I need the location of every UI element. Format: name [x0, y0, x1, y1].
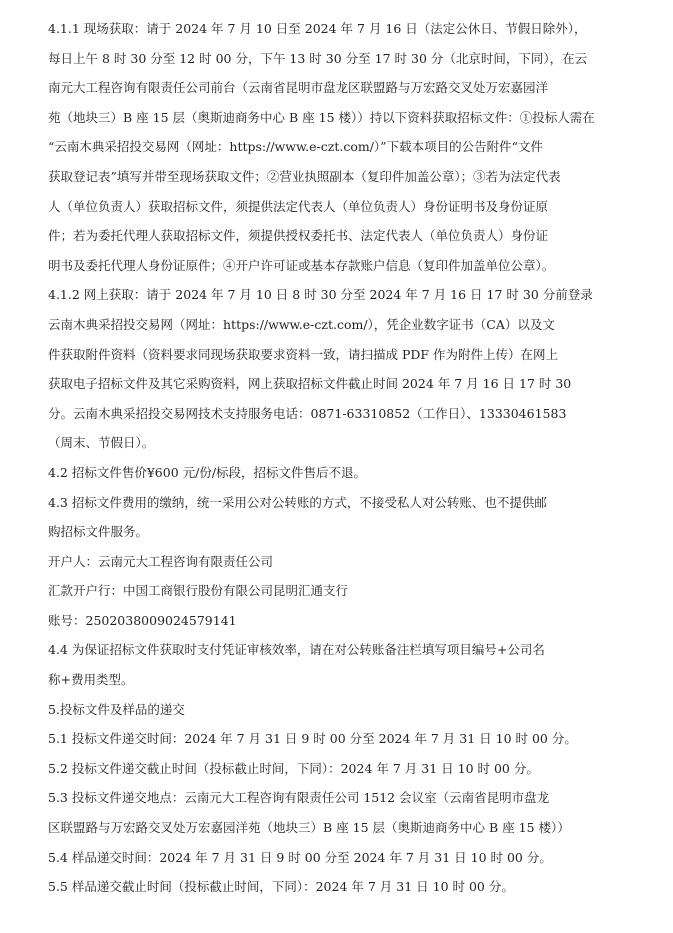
text-line: 区联盟路与万宏路交叉处万宏嘉园洋苑（地块三）B 座 15 层（奥斯迪商务中心 B 座 15 楼）） [48, 820, 570, 836]
text-line: 4.3 招标文件费用的缴纳，统一采用公对公转账的方式，不接受私人对公转账、也不提供邮 [48, 494, 547, 510]
text-line: 5.5 样品递交截止时间（投标截止时间，下同）：2024 年 7 月 31 日 10 时 00 分。 [48, 879, 514, 895]
paragraph-5-1 [48, 724, 613, 754]
text-line: “云南木典采招投交易网（网址：https://www.e-czt.com/）”下载本项目的公告附件“文件 [48, 139, 543, 155]
text-line: 称+费用类型。 [48, 672, 134, 688]
text-line: 件获取附件资料（资料要求同现场获取要求资料一致，请扫描成 PDF 作为附件上传）在网上 [48, 346, 559, 362]
paragraph-4-1-1 [48, 14, 613, 280]
paragraph-4-2 [48, 458, 613, 488]
account-holder [48, 547, 613, 577]
paragraph-5-2 [48, 754, 613, 784]
account-number [48, 606, 613, 636]
text-line: 5.2 投标文件递交截止时间（投标截止时间，下同）：2024 年 7 月 31 日 10 时 00 分。 [48, 760, 539, 776]
text-line: 账号：2502038009024579141 [48, 612, 237, 628]
text-line: 4.2 招标文件售价¥600 元/份/标段，招标文件售后不退。 [48, 464, 367, 480]
paragraph-5-3 [48, 783, 613, 842]
paragraph-5-5 [48, 872, 613, 902]
text-line: 获取电子招标文件及其它采购资料，网上获取招标文件截止时间 2024 年 7 月 16 日 17 时 30 [48, 376, 572, 392]
text-line: 开户人：云南元大工程咨询有限责任公司 [48, 553, 274, 569]
text-line: 5.3 投标文件递交地点：云南元大工程咨询有限责任公司 1512 会议室（云南省昆明市盘龙 [48, 790, 550, 806]
document-body [48, 14, 613, 902]
text-line: 每日上午 8 时 30 分至 12 时 00 分，下午 13 时 30 分至 17 时 30 分（北京时间，下同），在云 [48, 50, 588, 66]
text-line: 南元大工程咨询有限责任公司前台（云南省昆明市盘龙区联盟路与万宏路交叉处万宏嘉园洋 [48, 80, 549, 96]
text-line: 分。云南木典采招投交易网技术支持服务电话：0871-63310852（工作日）、13330461583 [48, 405, 567, 421]
paragraph-4-1-2 [48, 280, 613, 458]
text-line: 明书及委托代理人身份证原件；④开户许可证或基本存款账户信息（复印件加盖单位公章）。 [48, 257, 555, 273]
text-line: 5.1 投标文件递交时间：2024 年 7 月 31 日 9 时 00 分至 2024 年 7 月 31 日 10 时 00 分。 [48, 731, 577, 747]
text-line: （周末、节假日）。 [48, 435, 155, 451]
text-line: 云南木典采招投交易网（网址：https://www.e-czt.com/），凭企业数字证书（CA）以及文 [48, 316, 555, 332]
section-heading-5 [48, 695, 613, 725]
account-bank [48, 576, 613, 606]
paragraph-5-4 [48, 843, 613, 873]
text-line: 件；若为委托代理人获取招标文件，须提供授权委托书、法定代表人（单位负责人）身份证 [48, 228, 549, 244]
paragraph-4-3 [48, 488, 613, 547]
text-line: 5.4 样品递交时间：2024 年 7 月 31 日 9 时 00 分至 2024 年 7 月 31 日 10 时 00 分。 [48, 849, 552, 865]
text-line: 汇款开户行：中国工商银行股份有限公司昆明汇通支行 [48, 583, 349, 599]
text-line: 苑（地块三）B 座 15 层（奥斯迪商务中心 B 座 15 楼））持以下资料获取招标文件：①投标人需在 [48, 109, 595, 125]
text-line: 获取登记表”填写并带至现场获取文件；②营业执照副本（复印件加盖公章）；③若为法定代表 [48, 168, 561, 184]
paragraph-4-4 [48, 635, 613, 694]
text-line: 5.投标文件及样品的递交 [48, 701, 185, 717]
text-line: 购招标文件服务。 [48, 524, 149, 540]
text-line: 4.1.1 现场获取：请于 2024 年 7 月 10 日至 2024 年 7 月 16 日（法定公休日、节假日除外）， [48, 21, 587, 36]
text-line: 人（单位负责人）获取招标文件，须提供法定代表人（单位负责人）身份证明书及身份证原 [48, 198, 549, 214]
text-line: 4.4 为保证招标文件获取时支付凭证审核效率，请在对公转账备注栏填写项目编号+公司名 [48, 642, 545, 658]
text-line: 4.1.2 网上获取：请于 2024 年 7 月 10 日 8 时 30 分至 2024 年 7 月 16 日 17 时 30 分前登录 [48, 287, 593, 303]
